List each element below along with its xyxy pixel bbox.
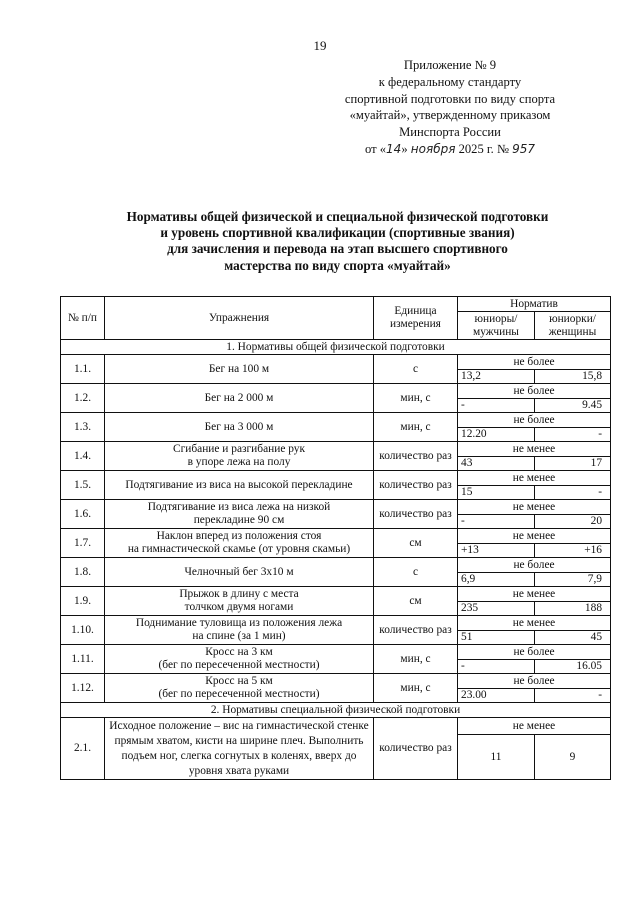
table-row [61, 718, 611, 735]
exercise-name: Подтягивание из виса на высокой перекладине [105, 471, 374, 500]
table-row [61, 384, 611, 399]
unit: см [374, 587, 458, 616]
norm-women: 17 [535, 457, 611, 471]
norm-condition: не менее [458, 500, 611, 515]
unit: мин, с [374, 674, 458, 703]
norm-men: 51 [458, 631, 535, 645]
norm-men: - [458, 660, 535, 674]
title-line-1: Нормативы общей физической и специальной физической подготовки [126, 209, 549, 224]
exercise-name: Челночный бег 3х10 м [105, 558, 374, 587]
norm-women: 9 [535, 735, 611, 780]
row-number: 1.10. [61, 616, 105, 645]
section-1-title: 1. Нормативы общей физической подготовки [61, 340, 611, 355]
order-number-handwritten: 957 [512, 141, 536, 156]
table-row [61, 674, 611, 689]
norm-women: - [535, 428, 611, 442]
norm-condition: не более [458, 674, 611, 689]
date-day-handwritten: 14 [386, 141, 402, 156]
exercise-name: Кросс на 3 км (бег по пересеченной местности) [105, 645, 374, 674]
table-row [61, 442, 611, 457]
row-number: 1.8. [61, 558, 105, 587]
header-women: юниорки/ женщины [535, 312, 611, 340]
row-number: 1.2. [61, 384, 105, 413]
norm-condition: не более [458, 558, 611, 573]
norm-condition: не менее [458, 718, 611, 735]
norm-women: +16 [535, 544, 611, 558]
norm-men: 43 [458, 457, 535, 471]
norm-women: 20 [535, 515, 611, 529]
norm-men: 13,2 [458, 370, 535, 384]
appendix-line-3: спортивной подготовки по виду спорта [344, 91, 556, 106]
table-row [61, 558, 611, 573]
title-line-2: и уровень спортивной квалификации (спортивные звания) [160, 225, 515, 241]
row-number: 2.1. [61, 718, 105, 780]
unit: количество раз [374, 500, 458, 529]
order-date-line [330, 141, 570, 158]
norm-women: 15,8 [535, 370, 611, 384]
unit: с [374, 558, 458, 587]
unit: количество раз [374, 442, 458, 471]
row-number: 1.4. [61, 442, 105, 471]
norm-women: 7,9 [535, 573, 611, 587]
section-1-body [61, 340, 611, 703]
table-row [61, 529, 611, 544]
unit: с [374, 355, 458, 384]
exercise-name: Подтягивание из виса лежа на низкой перекладине 90 см [105, 500, 374, 529]
title-line-3: для зачисления и перевода на этап высшего спортивного [167, 241, 508, 257]
norm-women: 45 [535, 631, 611, 645]
page-number: 19 [313, 38, 327, 53]
norm-men: 23.00 [458, 689, 535, 703]
exercise-name: Сгибание и разгибание рук в упоре лежа на полу [105, 442, 374, 471]
unit: количество раз [374, 718, 458, 780]
unit: количество раз [374, 471, 458, 500]
section-1-header [61, 340, 611, 355]
exercise-name: Прыжок в длину с места толчком двумя ногами [105, 587, 374, 616]
row-number: 1.3. [61, 413, 105, 442]
table-row [61, 355, 611, 370]
header-exercise: Упражнения [105, 297, 374, 340]
norm-condition: не менее [458, 587, 611, 602]
norm-men: 235 [458, 602, 535, 616]
norm-condition: не менее [458, 471, 611, 486]
norm-men: 11 [458, 735, 535, 780]
unit: мин, с [374, 384, 458, 413]
norm-condition: не менее [458, 442, 611, 457]
row-number: 1.5. [61, 471, 105, 500]
appendix-line-1: Приложение № 9 [403, 58, 497, 72]
norm-condition: не менее [458, 616, 611, 631]
date-mid: » [401, 141, 411, 156]
unit: мин, с [374, 413, 458, 442]
norm-condition: не менее [458, 529, 611, 544]
norm-women: 9.45 [535, 399, 611, 413]
section-2-header [61, 703, 611, 718]
norm-women: - [535, 689, 611, 703]
header-unit: Единица измерения [374, 297, 458, 340]
header-norm: Норматив [458, 297, 611, 312]
norm-men: 6,9 [458, 573, 535, 587]
norm-men: 15 [458, 486, 535, 500]
norm-men: - [458, 515, 535, 529]
table-row [61, 413, 611, 428]
appendix-line-4: «муайтай», утвержденному приказом [349, 108, 551, 123]
unit: количество раз [374, 616, 458, 645]
exercise-name: Поднимание туловища из положения лежа на спине (за 1 мин) [105, 616, 374, 645]
appendix-block [330, 57, 570, 158]
exercise-name: Исходное положение – вис на гимнастической стенке прямым хватом, кисти на ширине плеч. Выполнить подъем ног, слегка согнутых в коленях, вверх до уровня хвата руками [105, 718, 374, 780]
norm-condition: не более [458, 413, 611, 428]
section-2-title: 2. Нормативы специальной физической подготовки [61, 703, 611, 718]
row-number: 1.6. [61, 500, 105, 529]
exercise-name: Бег на 2 000 м [105, 384, 374, 413]
header-no: № п/п [61, 297, 105, 340]
date-prefix: от « [364, 141, 387, 156]
section-2-body [61, 703, 611, 780]
appendix-line-5: Минспорта России [399, 125, 501, 140]
row-number: 1.11. [61, 645, 105, 674]
norm-condition: не более [458, 384, 611, 399]
norm-men: +13 [458, 544, 535, 558]
exercise-name: Кросс на 5 км (бег по пересеченной местности) [105, 674, 374, 703]
table-row [61, 587, 611, 602]
table-row [61, 471, 611, 486]
row-number: 1.7. [61, 529, 105, 558]
document-title [40, 209, 635, 274]
exercise-name: Наклон вперед из положения стоя на гимнастической скамье (от уровня скамьи) [105, 529, 374, 558]
table-row [61, 616, 611, 631]
header-men: юниоры/ мужчины [458, 312, 535, 340]
date-year: 2025 г. № [455, 141, 513, 156]
norms-table [60, 296, 611, 780]
exercise-name: Бег на 3 000 м [105, 413, 374, 442]
norm-condition: не более [458, 645, 611, 660]
title-line-4: мастерства по виду спорта «муайтай» [224, 257, 451, 273]
table-row [61, 645, 611, 660]
row-number: 1.12. [61, 674, 105, 703]
norm-women: 188 [535, 602, 611, 616]
norm-women: - [535, 486, 611, 500]
exercise-name: Бег на 100 м [105, 355, 374, 384]
norm-women: 16.05 [535, 660, 611, 674]
row-number: 1.1. [61, 355, 105, 384]
norm-men: 12.20 [458, 428, 535, 442]
norm-condition: не более [458, 355, 611, 370]
appendix-line-2: к федеральному стандарту [378, 74, 522, 89]
unit: см [374, 529, 458, 558]
date-month-handwritten: ноября [410, 141, 456, 156]
row-number: 1.9. [61, 587, 105, 616]
table-row [61, 500, 611, 515]
header-row [61, 297, 611, 312]
unit: мин, с [374, 645, 458, 674]
norm-men: - [458, 399, 535, 413]
